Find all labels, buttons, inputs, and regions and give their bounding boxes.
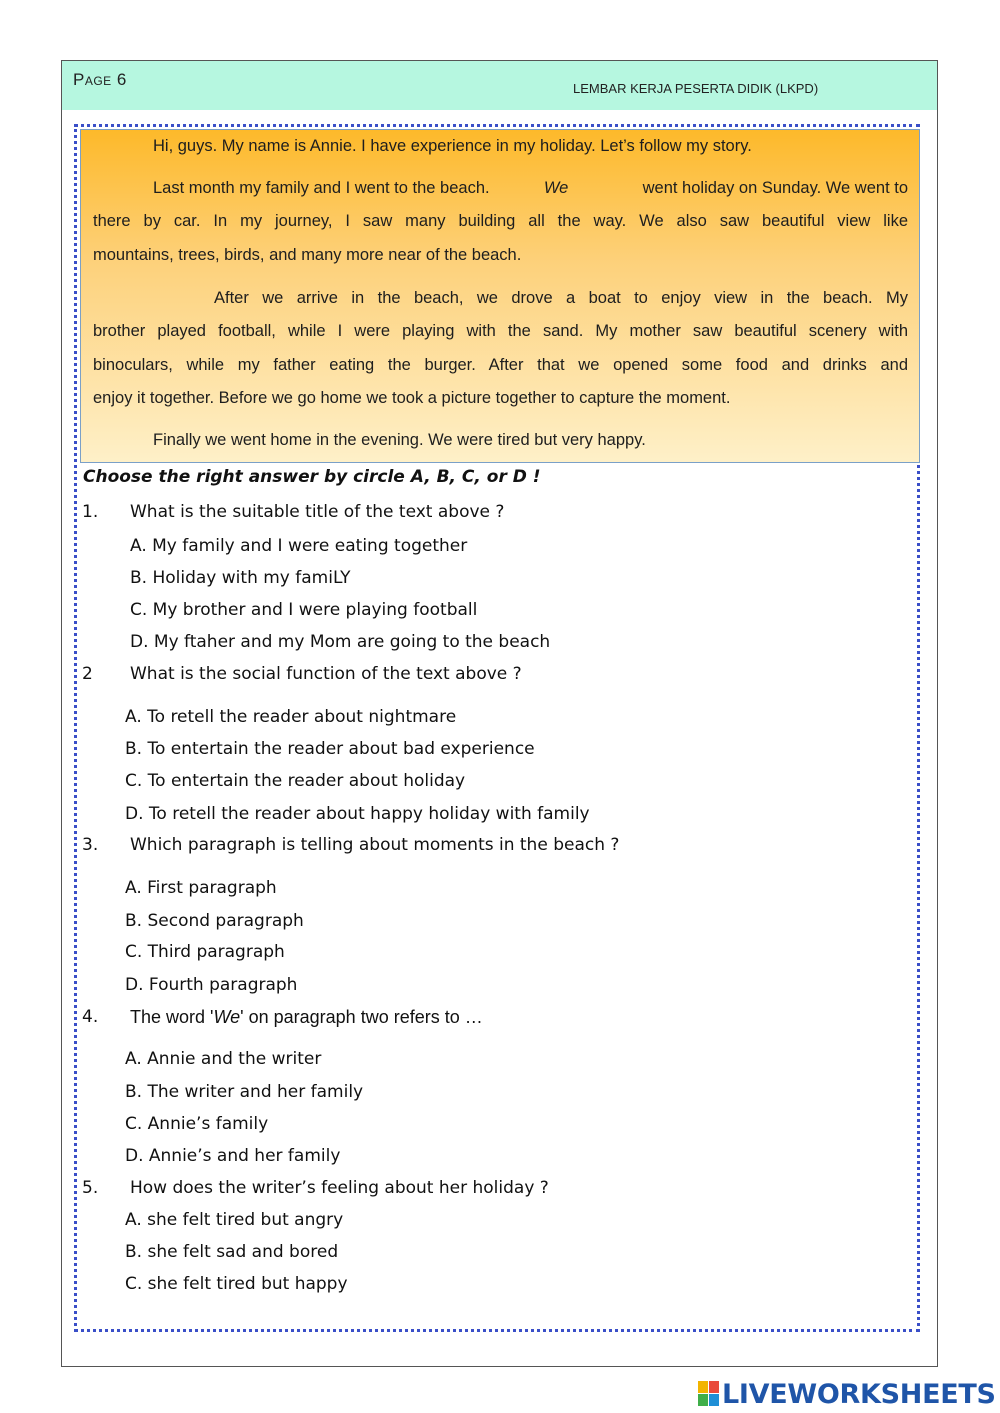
answer-option[interactable]: C. she felt tired but happy [125,1274,348,1294]
story-emphasis-we: We [543,179,569,197]
story-paragraph-3-line-3: binoculars, while my father eating the burger. After that we opened some food and drinks and [93,356,908,374]
story-paragraph-3-line-4: enjoy it together. Before we go home we took a picture together to capture the moment. [93,389,731,407]
story-text: Last month my family and I went to the beach. [153,179,490,197]
worksheet-title: LEMBAR KERJA PESERTA DIDIK (LKPD) [573,81,819,96]
story-text-box [80,129,920,463]
answer-option[interactable]: D. My ftaher and my Mom are going to the beach [130,632,551,652]
answer-option[interactable]: A. Annie and the writer [125,1049,322,1069]
question-text: What is the social function of the text above ? [130,664,522,684]
story-paragraph-2-line-3: mountains, trees, birds, and many more near of the beach. [93,246,522,264]
instruction-text: Choose the right answer by circle A, B, C, or D ! [83,467,541,487]
answer-option[interactable]: C. Annie’s family [125,1114,269,1134]
answer-option[interactable]: A. First paragraph [125,878,277,898]
answer-option[interactable]: B. To entertain the reader about bad experience [125,739,535,759]
story-paragraph-3-line-1: After we arrive in the beach, we drove a boat to enjoy view in the beach. My [214,289,908,307]
answer-option[interactable]: A. she felt tired but angry [125,1210,344,1230]
answer-option[interactable]: B. Holiday with my famiLY [130,568,351,588]
story-paragraph-1: Hi, guys. My name is Annie. I have experience in my holiday. Let’s follow my story. [153,137,752,155]
answer-option[interactable]: A. To retell the reader about nightmare [125,707,457,727]
question-text-part: ' on paragraph two refers to … [240,1007,483,1027]
answer-option[interactable]: C. Third paragraph [125,942,285,962]
answer-option[interactable]: B. Second paragraph [125,911,304,931]
page-number: Page 6 [73,70,127,89]
answer-option[interactable]: D. To retell the reader about happy holiday with family [125,804,590,824]
question-text-part: The word ' [130,1007,214,1027]
liveworksheets-logo-icon [698,1381,720,1407]
question-text [130,1007,483,1028]
question-number: 2 [82,664,93,684]
liveworksheets-logo[interactable] [698,1378,996,1410]
answer-option[interactable]: D. Fourth paragraph [125,975,298,995]
story-text: went holiday on Sunday. We went to [642,179,908,197]
answer-option[interactable]: D. Annie’s and her family [125,1146,341,1166]
question-number: 1. [82,502,99,522]
question-number: 4. [82,1007,99,1027]
story-paragraph-2-line-2: there by car. In my journey, I saw many building all the way. We also saw beautiful view like [93,212,908,230]
question-text: Which paragraph is telling about moments in the beach ? [130,835,620,855]
question-text: What is the suitable title of the text above ? [130,502,505,522]
question-number: 5. [82,1178,99,1198]
answer-option[interactable]: C. My brother and I were playing football [130,600,478,620]
question-text: How does the writer’s feeling about her holiday ? [130,1178,549,1198]
liveworksheets-brand: LIVEWORKSHEETS [722,1378,996,1410]
story-paragraph-2-line-1 [153,179,908,198]
answer-option[interactable]: B. she felt sad and bored [125,1242,339,1262]
answer-option[interactable]: C. To entertain the reader about holiday [125,771,466,791]
answer-option[interactable]: B. The writer and her family [125,1082,364,1102]
question-number: 3. [82,835,99,855]
question-emphasis-we: We [213,1007,241,1027]
story-paragraph-3-line-2: brother played football, while I were playing with the sand. My mother saw beautiful scenery with [93,322,908,340]
story-paragraph-4: Finally we went home in the evening. We were tired but very happy. [153,431,646,449]
answer-option[interactable]: A. My family and I were eating together [130,536,468,556]
